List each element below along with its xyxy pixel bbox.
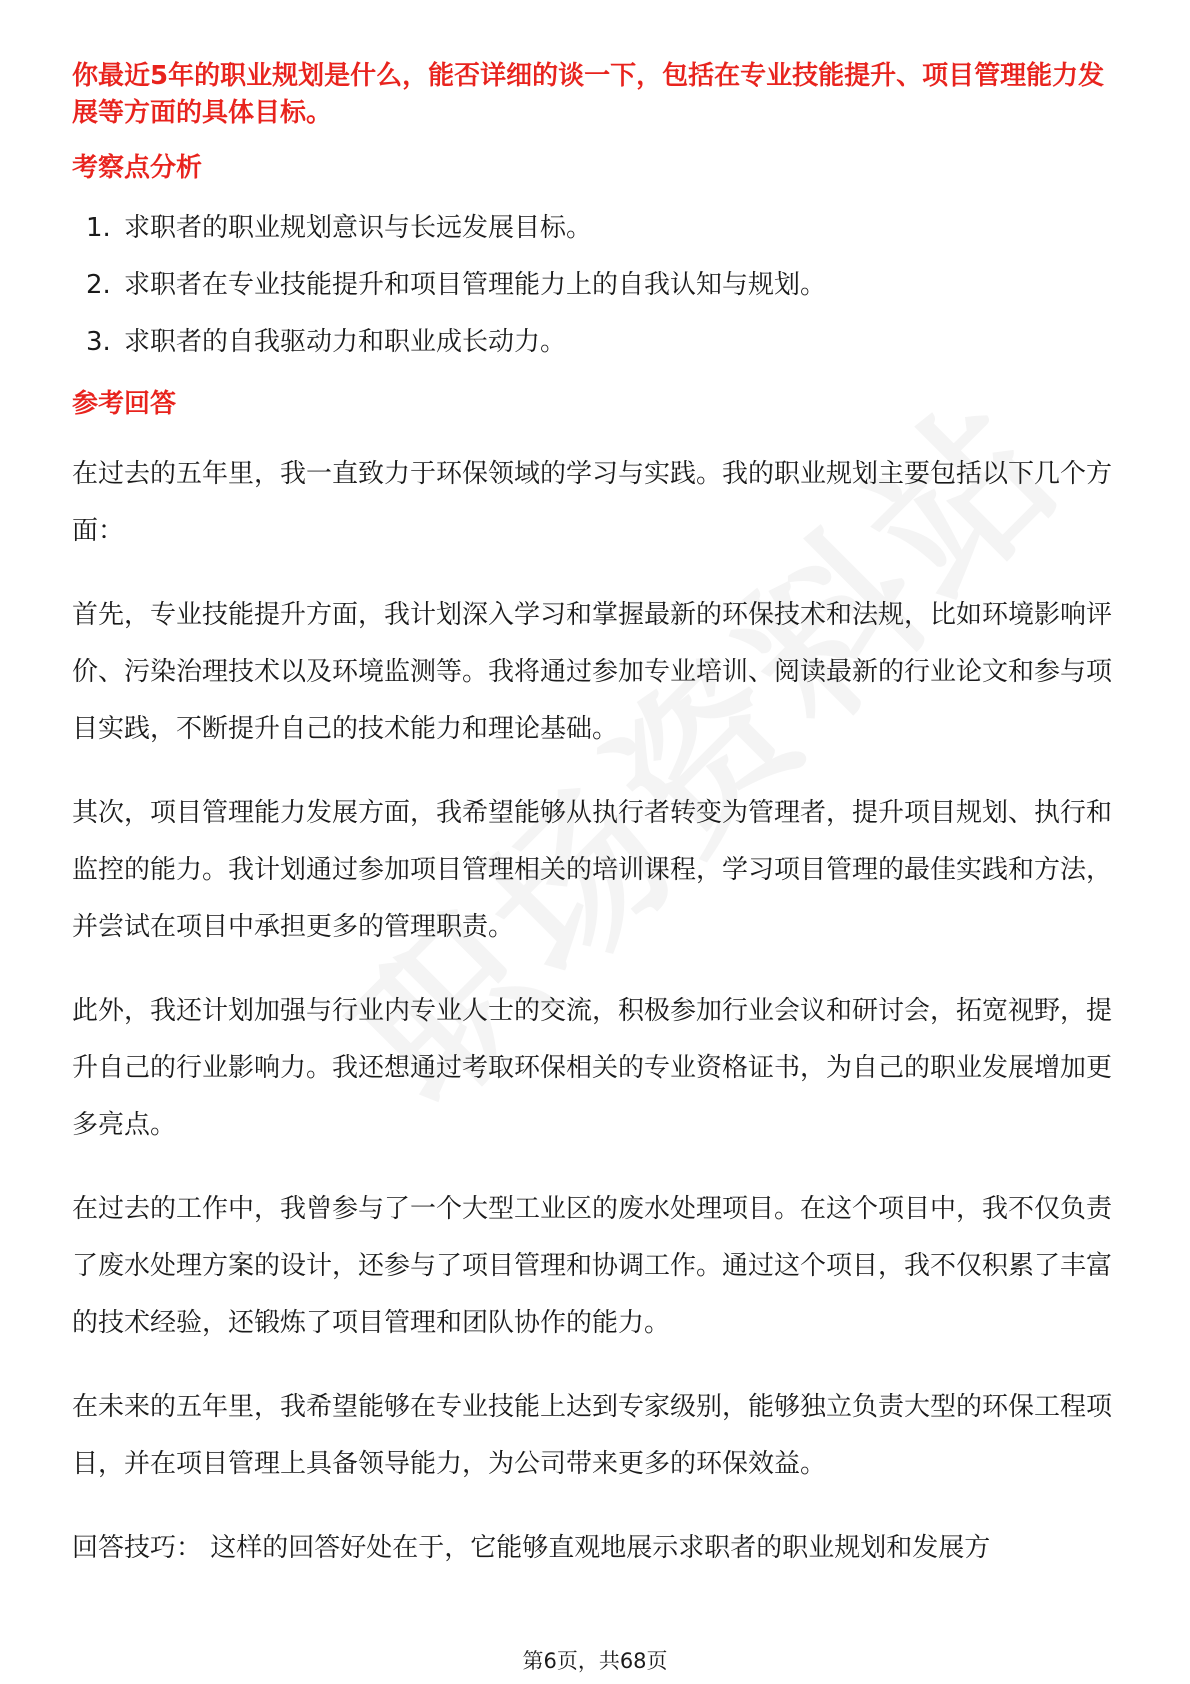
answer-paragraph: 在过去的五年里，我一直致力于环保领域的学习与实践。我的职业规划主要包括以下几个方面： [72, 459, 1113, 546]
list-item-number: 3. [86, 327, 111, 357]
list-item-number: 1. [86, 213, 111, 243]
answer-section-title: 参考回答 [72, 389, 177, 419]
list-item [72, 267, 1118, 303]
list-item [72, 324, 1118, 360]
list-item-text: 求职者在专业技能提升和项目管理能力上的自我认知与规划。 [124, 270, 827, 300]
list-item-text: 求职者的职业规划意识与长远发展目标。 [124, 213, 593, 243]
page-number-footer: 第6页，共68页 [522, 1649, 668, 1673]
answer-tip: 回答技巧： 这样的回答好处在于，它能够直观地展示求职者的职业规划和发展方 [72, 1533, 991, 1563]
analysis-section-title: 考察点分析 [72, 153, 203, 183]
answer-paragraph: 其次，项目管理能力发展方面，我希望能够从执行者转变为管理者，提升项目规划、执行和监控的能力。我计划通过参加项目管理相关的培训课程，学习项目管理的最佳实践和方法，并尝试在项目中承担更多的管理职责。 [72, 798, 1113, 942]
list-item [72, 210, 1118, 246]
answer-paragraph: 在过去的工作中，我曾参与了一个大型工业区的废水处理项目。在这个项目中，我不仅负责了废水处理方案的设计，还参与了项目管理和协调工作。通过这个项目，我不仅积累了丰富的技术经验，还锻炼了项目管理和团队协作的能力。 [72, 1194, 1113, 1338]
list-item-number: 2. [86, 270, 111, 300]
list-item-text: 求职者的自我驱动力和职业成长动力。 [124, 327, 567, 357]
question-heading: 你最近5年的职业规划是什么，能否详细的谈一下，包括在专业技能提升、项目管理能力发展等方面的具体目标。 [72, 61, 1105, 128]
analysis-points-list [72, 210, 1118, 360]
answer-paragraph: 此外，我还计划加强与行业内专业人士的交流，积极参加行业会议和研讨会，拓宽视野，提升自己的行业影响力。我还想通过考取环保相关的专业资格证书，为自己的职业发展增加更多亮点。 [72, 996, 1113, 1140]
document-page [72, 58, 1118, 1577]
answer-paragraph: 在未来的五年里，我希望能够在专业技能上达到专家级别，能够独立负责大型的环保工程项目，并在项目管理上具备领导能力，为公司带来更多的环保效益。 [72, 1392, 1113, 1479]
answer-paragraph: 首先，专业技能提升方面，我计划深入学习和掌握最新的环保技术和法规，比如环境影响评价、污染治理技术以及环境监测等。我将通过参加专业培训、阅读最新的行业论文和参与项目实践，不断提升自己的技术能力和理论基础。 [72, 600, 1113, 744]
